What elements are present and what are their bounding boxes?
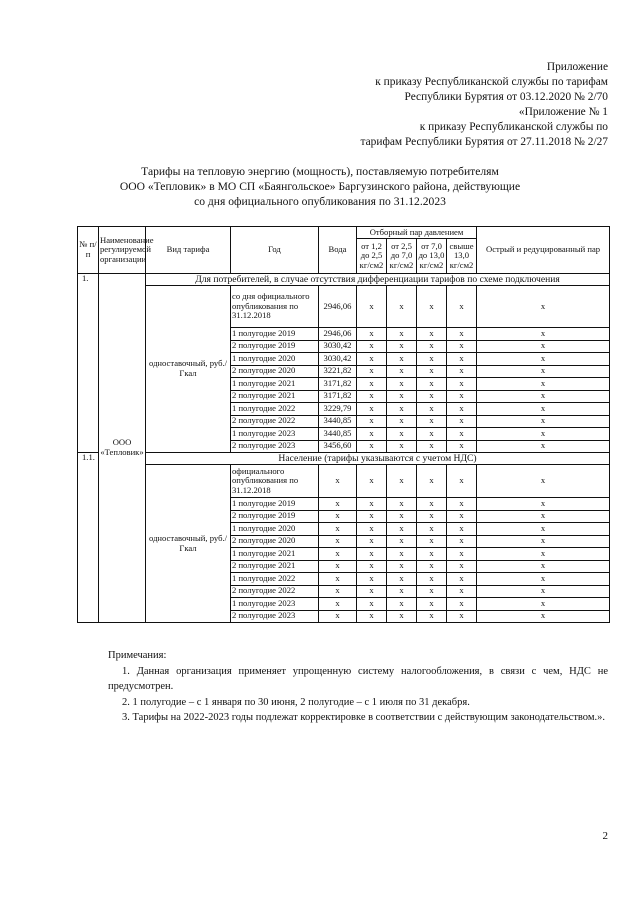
- steam-cell: x: [387, 328, 417, 341]
- steam-cell: x: [387, 598, 417, 611]
- notes-heading: Примечания:: [108, 650, 167, 661]
- title-line: Тарифы на тепловую энергию (мощность), поставляемую потребителям: [141, 165, 499, 178]
- water-cell: 3030,42: [319, 340, 357, 353]
- steam-cell: x: [477, 498, 610, 511]
- steam-cell: x: [357, 390, 387, 403]
- header-steam-col: от 2,5 до 7,0 кг/см2: [387, 239, 417, 274]
- period-cell: 2 полугодие 2019: [231, 340, 319, 353]
- steam-cell: x: [447, 428, 477, 441]
- steam-cell: x: [417, 428, 447, 441]
- steam-cell: x: [417, 610, 447, 623]
- steam-cell: x: [417, 353, 447, 366]
- steam-cell: x: [447, 365, 477, 378]
- steam-cell: x: [417, 415, 447, 428]
- steam-cell: x: [477, 365, 610, 378]
- steam-cell: x: [417, 378, 447, 391]
- steam-cell: x: [387, 610, 417, 623]
- period-cell: 2 полугодие 2021: [231, 560, 319, 573]
- steam-cell: x: [477, 440, 610, 453]
- steam-cell: x: [447, 610, 477, 623]
- period-cell: 1 полугодие 2019: [231, 498, 319, 511]
- steam-cell: x: [387, 353, 417, 366]
- steam-cell: x: [447, 598, 477, 611]
- notes-block: [108, 648, 608, 726]
- note-item: 1. Данная организация применяет упрощенную систему налогообложения, в связи с чем, НДС не предусмотрен.: [108, 665, 608, 692]
- section-row: [78, 274, 610, 286]
- steam-cell: x: [357, 328, 387, 341]
- steam-cell: x: [477, 378, 610, 391]
- water-cell: 2946,06: [319, 328, 357, 341]
- water-cell: 3440,85: [319, 415, 357, 428]
- steam-cell: x: [387, 403, 417, 416]
- header-line: тарифам Республики Бурятия от 27.11.2018 № 2/27: [360, 136, 608, 148]
- water-cell: x: [319, 610, 357, 623]
- steam-cell: x: [357, 510, 387, 523]
- steam-cell: x: [357, 440, 387, 453]
- steam-cell: x: [357, 378, 387, 391]
- steam-cell: x: [417, 598, 447, 611]
- steam-cell: x: [387, 560, 417, 573]
- table-row: [78, 465, 610, 498]
- water-cell: x: [319, 523, 357, 536]
- steam-cell: x: [357, 498, 387, 511]
- steam-cell: x: [357, 598, 387, 611]
- steam-cell: x: [357, 573, 387, 586]
- steam-cell: x: [417, 328, 447, 341]
- steam-cell: x: [447, 286, 477, 328]
- water-cell: 3030,42: [319, 353, 357, 366]
- steam-cell: x: [477, 286, 610, 328]
- steam-cell: x: [447, 353, 477, 366]
- document-title: [0, 164, 640, 209]
- header-type: Вид тарифа: [146, 227, 231, 274]
- steam-cell: x: [477, 598, 610, 611]
- period-cell: 1 полугодие 2021: [231, 378, 319, 391]
- water-cell: x: [319, 498, 357, 511]
- steam-cell: x: [447, 465, 477, 498]
- note-item: 2. 1 полугодие – с 1 января по 30 июня, 2 полугодие – с 1 июля по 31 декабря.: [122, 696, 470, 708]
- steam-cell: x: [447, 440, 477, 453]
- page-number: 2: [602, 830, 608, 842]
- steam-cell: x: [447, 498, 477, 511]
- header-num: № п/п: [78, 227, 99, 274]
- org-name: ООО «Тепловик»: [99, 274, 146, 623]
- steam-cell: x: [357, 585, 387, 598]
- steam-cell: x: [447, 560, 477, 573]
- steam-cell: x: [447, 415, 477, 428]
- steam-cell: x: [477, 465, 610, 498]
- section-num: 1.1.: [78, 453, 99, 623]
- header-steam: Отборный пар давлением: [357, 227, 477, 239]
- tariff-type: одноставочный, руб./Гкал: [146, 465, 231, 623]
- steam-cell: x: [387, 465, 417, 498]
- steam-cell: x: [387, 428, 417, 441]
- period-cell: 2 полугодие 2023: [231, 610, 319, 623]
- header-line: «Приложение № 1: [518, 106, 608, 118]
- steam-cell: x: [447, 403, 477, 416]
- period-cell: 1 полугодие 2022: [231, 403, 319, 416]
- period-cell: 2 полугодие 2020: [231, 365, 319, 378]
- steam-cell: x: [447, 523, 477, 536]
- table-row: [78, 286, 610, 328]
- steam-cell: x: [477, 610, 610, 623]
- steam-cell: x: [477, 535, 610, 548]
- water-cell: 3171,82: [319, 378, 357, 391]
- water-cell: x: [319, 535, 357, 548]
- water-cell: x: [319, 585, 357, 598]
- steam-cell: x: [417, 585, 447, 598]
- period-cell: 1 полугодие 2023: [231, 598, 319, 611]
- tariff-table: [77, 226, 610, 623]
- steam-cell: x: [447, 390, 477, 403]
- steam-cell: x: [387, 535, 417, 548]
- order-header: [268, 60, 608, 150]
- period-cell: со дня официального опубликования по 31.12.2018: [231, 286, 319, 328]
- steam-cell: x: [417, 403, 447, 416]
- header-steam-col: от 7,0 до 13,0 кг/см2: [417, 239, 447, 274]
- water-cell: 3221,82: [319, 365, 357, 378]
- steam-cell: x: [417, 573, 447, 586]
- steam-cell: x: [417, 523, 447, 536]
- steam-cell: x: [477, 415, 610, 428]
- tariff-type: одноставочный, руб./Гкал: [146, 286, 231, 453]
- period-cell: 2 полугодие 2019: [231, 510, 319, 523]
- header-line: к приказу Республиканской службы по: [419, 121, 608, 133]
- steam-cell: x: [387, 585, 417, 598]
- steam-cell: x: [357, 535, 387, 548]
- title-line: ООО «Тепловик» в МО СП «Баянгольское» Баргузинского района, действующие: [119, 180, 521, 193]
- period-cell: 2 полугодие 2021: [231, 390, 319, 403]
- steam-cell: x: [417, 286, 447, 328]
- header-steam-col: от 1,2 до 2,5 кг/см2: [357, 239, 387, 274]
- header-line: Республики Бурятия от 03.12.2020 № 2/70: [404, 91, 608, 103]
- steam-cell: x: [417, 548, 447, 561]
- header-line: к приказу Республиканской службы по тарифам: [375, 76, 608, 88]
- water-cell: x: [319, 465, 357, 498]
- period-cell: 2 полугодие 2022: [231, 415, 319, 428]
- steam-cell: x: [447, 378, 477, 391]
- water-cell: x: [319, 548, 357, 561]
- steam-cell: x: [387, 440, 417, 453]
- steam-cell: x: [477, 328, 610, 341]
- header-steam-col: свыше 13,0 кг/см2: [447, 239, 477, 274]
- steam-cell: x: [417, 465, 447, 498]
- steam-cell: x: [357, 403, 387, 416]
- steam-cell: x: [357, 548, 387, 561]
- steam-cell: x: [417, 498, 447, 511]
- steam-cell: x: [387, 510, 417, 523]
- section-num: 1.: [78, 274, 99, 453]
- water-cell: x: [319, 510, 357, 523]
- steam-cell: x: [417, 560, 447, 573]
- water-cell: 3171,82: [319, 390, 357, 403]
- steam-cell: x: [417, 365, 447, 378]
- period-cell: 2 полугодие 2020: [231, 535, 319, 548]
- steam-cell: x: [447, 340, 477, 353]
- steam-cell: x: [387, 573, 417, 586]
- steam-cell: x: [477, 428, 610, 441]
- water-cell: x: [319, 573, 357, 586]
- period-cell: 1 полугодие 2023: [231, 428, 319, 441]
- steam-cell: x: [387, 378, 417, 391]
- steam-cell: x: [447, 585, 477, 598]
- period-cell: 1 полугодие 2019: [231, 328, 319, 341]
- header-water: Вода: [319, 227, 357, 274]
- steam-cell: x: [357, 523, 387, 536]
- section-title: Для потребителей, в случае отсутствия дифференциации тарифов по схеме подключения: [146, 274, 610, 286]
- steam-cell: x: [447, 548, 477, 561]
- steam-cell: x: [417, 535, 447, 548]
- steam-cell: x: [447, 510, 477, 523]
- steam-cell: x: [447, 328, 477, 341]
- steam-cell: x: [417, 390, 447, 403]
- water-cell: 3456,60: [319, 440, 357, 453]
- water-cell: 3229,79: [319, 403, 357, 416]
- steam-cell: x: [357, 415, 387, 428]
- title-line: со дня официального опубликования по 31.12.2023: [194, 195, 446, 208]
- period-cell: официального опубликования по 31.12.2018: [231, 465, 319, 498]
- steam-cell: x: [477, 548, 610, 561]
- steam-cell: x: [357, 340, 387, 353]
- steam-cell: x: [447, 535, 477, 548]
- section-row: [78, 453, 610, 465]
- steam-cell: x: [357, 286, 387, 328]
- steam-cell: x: [477, 510, 610, 523]
- steam-cell: x: [387, 548, 417, 561]
- period-cell: 1 полугодие 2022: [231, 573, 319, 586]
- note-item: 3. Тарифы на 2022-2023 годы подлежат корректировке в соответствии с действующим законодательством.».: [122, 712, 605, 723]
- steam-cell: x: [357, 610, 387, 623]
- steam-cell: x: [417, 340, 447, 353]
- water-cell: x: [319, 598, 357, 611]
- steam-cell: x: [387, 286, 417, 328]
- steam-cell: x: [477, 390, 610, 403]
- period-cell: 2 полугодие 2023: [231, 440, 319, 453]
- steam-cell: x: [417, 440, 447, 453]
- header-line: Приложение: [546, 61, 608, 73]
- steam-cell: x: [387, 340, 417, 353]
- steam-cell: x: [387, 390, 417, 403]
- water-cell: 3440,85: [319, 428, 357, 441]
- section-title: Население (тарифы указываются с учетом НДС): [146, 453, 610, 465]
- header-org: Наименование регулируемой организации: [99, 227, 146, 274]
- period-cell: 2 полугодие 2022: [231, 585, 319, 598]
- steam-cell: x: [387, 498, 417, 511]
- steam-cell: x: [477, 353, 610, 366]
- steam-cell: x: [357, 365, 387, 378]
- steam-cell: x: [447, 573, 477, 586]
- steam-cell: x: [477, 403, 610, 416]
- steam-cell: x: [477, 585, 610, 598]
- steam-cell: x: [477, 523, 610, 536]
- steam-cell: x: [477, 340, 610, 353]
- steam-cell: x: [357, 465, 387, 498]
- header-sharp-steam: Острый и редуцированный пар: [477, 227, 610, 274]
- water-cell: x: [319, 560, 357, 573]
- steam-cell: x: [417, 510, 447, 523]
- steam-cell: x: [357, 560, 387, 573]
- period-cell: 1 полугодие 2020: [231, 523, 319, 536]
- water-cell: 2946,06: [319, 286, 357, 328]
- period-cell: 1 полугодие 2021: [231, 548, 319, 561]
- steam-cell: x: [357, 353, 387, 366]
- steam-cell: x: [387, 523, 417, 536]
- period-cell: 1 полугодие 2020: [231, 353, 319, 366]
- steam-cell: x: [477, 560, 610, 573]
- steam-cell: x: [477, 573, 610, 586]
- steam-cell: x: [357, 428, 387, 441]
- header-year: Год: [231, 227, 319, 274]
- steam-cell: x: [387, 365, 417, 378]
- steam-cell: x: [387, 415, 417, 428]
